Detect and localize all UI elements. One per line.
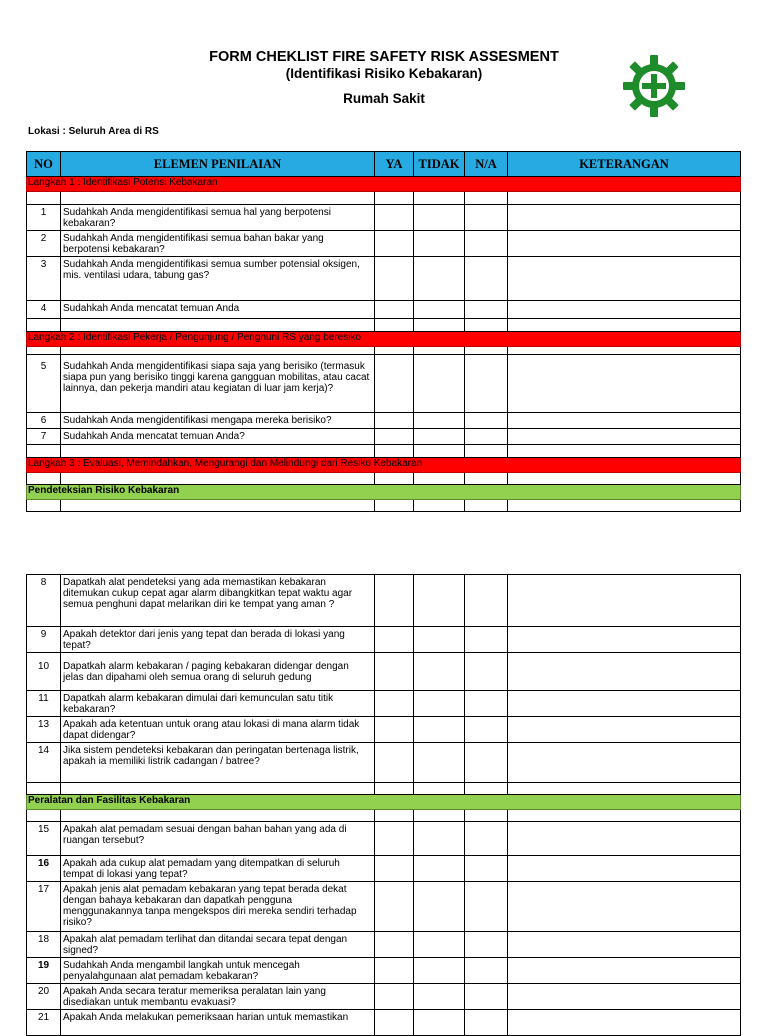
section-header: Langkah 1 : Identifikasi Potensi Kebakaran xyxy=(27,177,741,192)
keterangan-cell[interactable] xyxy=(508,822,741,856)
na-cell[interactable] xyxy=(465,984,508,1010)
tidak-cell[interactable] xyxy=(414,932,465,958)
keterangan-cell[interactable] xyxy=(508,413,741,429)
tidak-cell[interactable] xyxy=(414,575,465,627)
table-row xyxy=(27,500,741,512)
tidak-cell[interactable] xyxy=(414,1010,465,1036)
keterangan-cell[interactable] xyxy=(508,743,741,783)
table-row: 18 Apakah alat pemadam terlihat dan ditandai secara tepat dengan signed? xyxy=(27,932,741,958)
table-row xyxy=(27,783,741,795)
ya-cell[interactable] xyxy=(375,653,414,691)
na-cell[interactable] xyxy=(465,301,508,319)
ya-cell[interactable] xyxy=(375,627,414,653)
column-header-tidak: TIDAK xyxy=(414,152,465,177)
page-gap xyxy=(27,512,741,575)
table-row xyxy=(27,810,741,822)
table-row: 8 Dapatkah alat pendeteksi yang ada memastikan kebakaran ditemukan cukup cepat agar alarm dibangkitkan tepat waktu agar semua penghuni dapat melarikan diri ke tempat yang aman ? xyxy=(27,575,741,627)
table-row: 21 Apakah Anda melakukan pemeriksaan harian untuk memastikan xyxy=(27,1010,741,1036)
k3-green-gear-cross-icon xyxy=(622,54,686,118)
na-cell[interactable] xyxy=(465,205,508,231)
tidak-cell[interactable] xyxy=(414,257,465,301)
ya-cell[interactable] xyxy=(375,257,414,301)
ya-cell[interactable] xyxy=(375,717,414,743)
table-row: 2 Sudahkah Anda mengidentifikasi semua bahan bakar yang berpotensi kebakaran? xyxy=(27,231,741,257)
ya-cell[interactable] xyxy=(375,429,414,445)
na-cell[interactable] xyxy=(465,958,508,984)
na-cell[interactable] xyxy=(465,856,508,882)
table-row: 13 Apakah ada ketentuan untuk orang atau lokasi di mana alarm tidak dapat didengar? xyxy=(27,717,741,743)
table-row xyxy=(27,319,741,332)
tidak-cell[interactable] xyxy=(414,301,465,319)
na-cell[interactable] xyxy=(465,231,508,257)
ya-cell[interactable] xyxy=(375,355,414,413)
subsection-header: Pendeteksian Risiko Kebakaran xyxy=(27,485,741,500)
tidak-cell[interactable] xyxy=(414,958,465,984)
table-row: 19 Sudahkah Anda mengambil langkah untuk mencegah penyalahgunaan alat pemadam kebakaran? xyxy=(27,958,741,984)
page-title: FORM CHEKLIST FIRE SAFETY RISK ASSESMENT xyxy=(209,49,559,65)
na-cell[interactable] xyxy=(465,653,508,691)
column-header-ya: YA xyxy=(375,152,414,177)
na-cell[interactable] xyxy=(465,717,508,743)
tidak-cell[interactable] xyxy=(414,984,465,1010)
keterangan-cell[interactable] xyxy=(508,1010,741,1036)
keterangan-cell[interactable] xyxy=(508,301,741,319)
keterangan-cell[interactable] xyxy=(508,958,741,984)
column-header-na: N/A xyxy=(465,152,508,177)
tidak-cell[interactable] xyxy=(414,231,465,257)
keterangan-cell[interactable] xyxy=(508,575,741,627)
column-header-elemen: ELEMEN PENILAIAN xyxy=(61,152,375,177)
ya-cell[interactable] xyxy=(375,856,414,882)
ya-cell[interactable] xyxy=(375,205,414,231)
na-cell[interactable] xyxy=(465,413,508,429)
keterangan-cell[interactable] xyxy=(508,691,741,717)
table-row: 5 Sudahkah Anda mengidentifikasi siapa saja yang berisiko (termasuk siapa pun yang berisiko tinggi karena gangguan mobilitas, atau cacat lainnya, dan pekerja mandiri atau kegiatan di luar jam kerja)? xyxy=(27,355,741,413)
table-row: 14 Jika sistem pendeteksi kebakaran dan peringatan bertenaga listrik, apakah ia memiliki listrik cadangan / batree? xyxy=(27,743,741,783)
subsection-header: Peralatan dan Fasilitas Kebakaran xyxy=(27,795,741,810)
table-row: 15 Apakah alat pemadam sesuai dengan bahan bahan yang ada di ruangan tersebut? xyxy=(27,822,741,856)
page-subtitle: (Identifikasi Risiko Kebakaran) xyxy=(285,66,483,81)
tidak-cell[interactable] xyxy=(414,856,465,882)
keterangan-cell[interactable] xyxy=(508,231,741,257)
keterangan-cell[interactable] xyxy=(508,257,741,301)
organization-name: Rumah Sakit xyxy=(343,91,425,106)
table-row: 3 Sudahkah Anda mengidentifikasi semua sumber potensial oksigen, mis. ventilasi udara, tabung gas? xyxy=(27,257,741,301)
ya-cell[interactable] xyxy=(375,932,414,958)
section-header: Langkah 2 : Identifikasi Pekerja / Pengunjung / Penghuni RS yang beresiko xyxy=(27,332,741,347)
table-row: 11 Dapatkah alarm kebakaran dimulai dari kemunculan satu titik kebakaran? xyxy=(27,691,741,717)
keterangan-cell[interactable] xyxy=(508,627,741,653)
tidak-cell[interactable] xyxy=(414,743,465,783)
tidak-cell[interactable] xyxy=(414,205,465,231)
tidak-cell[interactable] xyxy=(414,627,465,653)
tidak-cell[interactable] xyxy=(414,355,465,413)
ya-cell[interactable] xyxy=(375,984,414,1010)
keterangan-cell[interactable] xyxy=(508,882,741,932)
tidak-cell[interactable] xyxy=(414,882,465,932)
na-cell[interactable] xyxy=(465,627,508,653)
table-row xyxy=(27,445,741,458)
na-cell[interactable] xyxy=(465,822,508,856)
table-row: 4 Sudahkah Anda mencatat temuan Anda xyxy=(27,301,741,319)
table-row: 7 Sudahkah Anda mencatat temuan Anda? xyxy=(27,429,741,445)
tidak-cell[interactable] xyxy=(414,429,465,445)
keterangan-cell[interactable] xyxy=(508,653,741,691)
ya-cell[interactable] xyxy=(375,882,414,932)
table-row xyxy=(27,473,741,485)
table-row: 10 Dapatkah alarm kebakaran / paging kebakaran didengar dengan jelas dan dipahami oleh semua orang di seluruh gedung xyxy=(27,653,741,691)
ya-cell[interactable] xyxy=(375,691,414,717)
table-row: 1 Sudahkah Anda mengidentifikasi semua hal yang berpotensi kebakaran? xyxy=(27,205,741,231)
table-row xyxy=(27,192,741,205)
table-row xyxy=(27,347,741,355)
ya-cell[interactable] xyxy=(375,231,414,257)
keterangan-cell[interactable] xyxy=(508,355,741,413)
tidak-cell[interactable] xyxy=(414,413,465,429)
na-cell[interactable] xyxy=(465,882,508,932)
ya-cell[interactable] xyxy=(375,958,414,984)
keterangan-cell[interactable] xyxy=(508,932,741,958)
table-row: 16 Apakah ada cukup alat pemadam yang ditempatkan di seluruh tempat di lokasi yang tepat? xyxy=(27,856,741,882)
column-header-no: NO xyxy=(27,152,61,177)
na-cell[interactable] xyxy=(465,1010,508,1036)
keterangan-cell[interactable] xyxy=(508,856,741,882)
keterangan-cell[interactable] xyxy=(508,429,741,445)
na-cell[interactable] xyxy=(465,743,508,783)
location-label: Lokasi : Seluruh Area di RS xyxy=(28,126,159,137)
column-header-keterangan: KETERANGAN xyxy=(508,152,741,177)
table-row: 9 Apakah detektor dari jenis yang tepat dan berada di lokasi yang tepat? xyxy=(27,627,741,653)
tidak-cell[interactable] xyxy=(414,717,465,743)
section-header: Langkah 3 : Evaluasi, Memindahkan, Mengurangi dan Melindungi dari Resiko Kebakaran xyxy=(27,458,741,473)
ya-cell[interactable] xyxy=(375,301,414,319)
na-cell[interactable] xyxy=(465,691,508,717)
ya-cell[interactable] xyxy=(375,822,414,856)
na-cell[interactable] xyxy=(465,257,508,301)
ya-cell[interactable] xyxy=(375,1010,414,1036)
table-row: 17 Apakah jenis alat pemadam kebakaran yang tepat berada dekat dengan bahaya kebakaran dan dapatkah pengguna menggunakannya tanpa mengekspos diri mereka sendiri terhadap risiko? xyxy=(27,882,741,932)
na-cell[interactable] xyxy=(465,355,508,413)
na-cell[interactable] xyxy=(465,932,508,958)
ya-cell[interactable] xyxy=(375,413,414,429)
keterangan-cell[interactable] xyxy=(508,205,741,231)
keterangan-cell[interactable] xyxy=(508,984,741,1010)
table-row: 6 Sudahkah Anda mengidentifikasi mengapa mereka berisiko? xyxy=(27,413,741,429)
checklist-table xyxy=(26,151,741,1036)
ya-cell[interactable] xyxy=(375,575,414,627)
na-cell[interactable] xyxy=(465,429,508,445)
tidak-cell[interactable] xyxy=(414,822,465,856)
tidak-cell[interactable] xyxy=(414,653,465,691)
table-row: 20 Apakah Anda secara teratur memeriksa peralatan lain yang disediakan untuk membantu evakuasi? xyxy=(27,984,741,1010)
keterangan-cell[interactable] xyxy=(508,717,741,743)
tidak-cell[interactable] xyxy=(414,691,465,717)
na-cell[interactable] xyxy=(465,575,508,627)
ya-cell[interactable] xyxy=(375,743,414,783)
